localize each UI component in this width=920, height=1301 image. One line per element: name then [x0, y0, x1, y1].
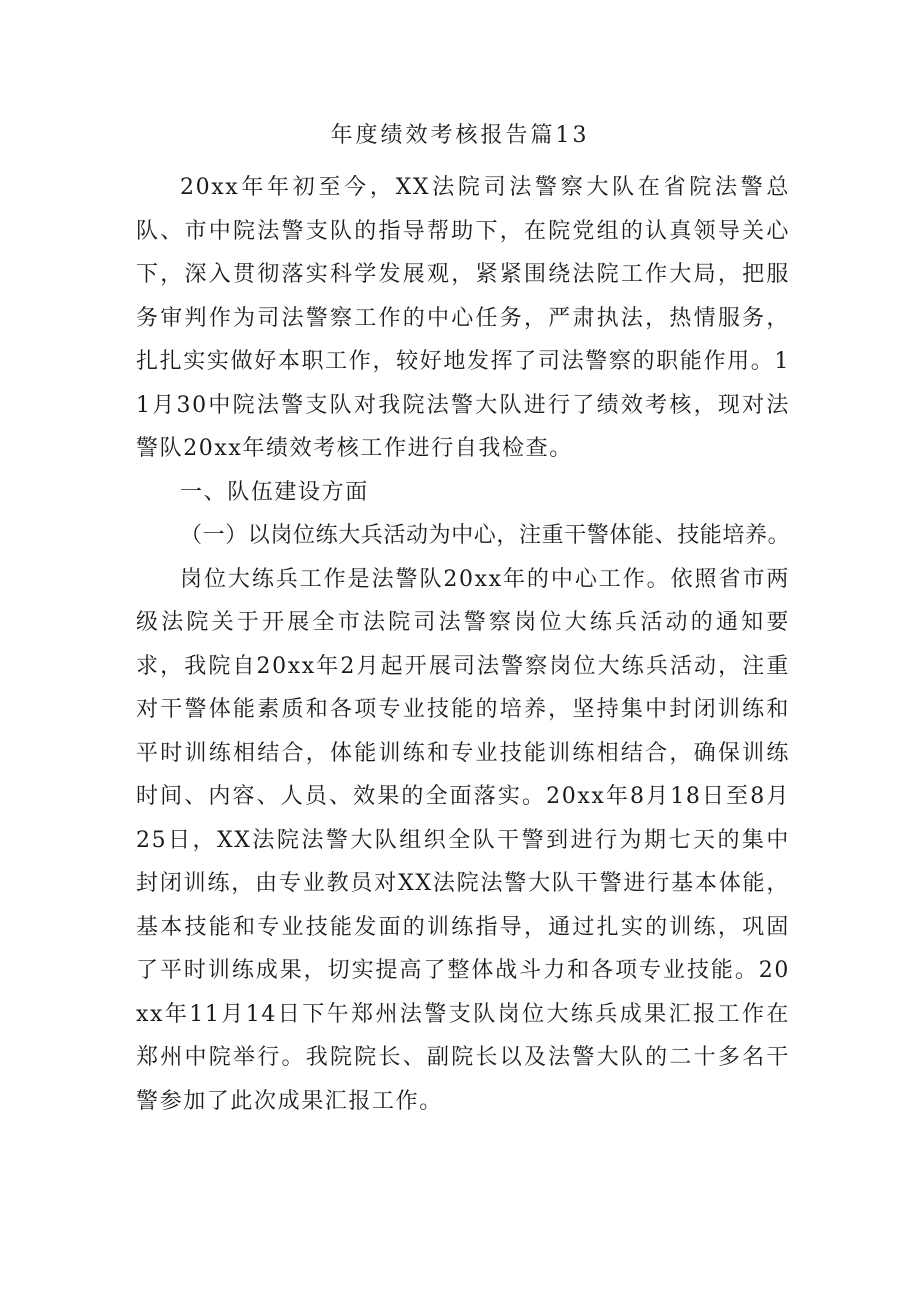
intro-paragraph: 20xx年年初至今，XX法院司法警察大队在省院法警总队、市中院法警支队的指导帮助下，在院党组的认真领导关心下，深入贯彻落实科学发展观，紧紧围绕法院工作大局，把服务审判作为司法警察工作的中心任务，严肃执法，热情服务，扎扎实实做好本职工作，较好地发挥了司法警察的职能作用。11月30中院法警支队对我院法警大队进行了绩效考核，现对法警队20xx年绩效考核工作进行自我检查。	[136, 175, 790, 461]
training-paragraph: 岗位大练兵工作是法警队20xx年的中心工作。依照省市两级法院关于开展全市法院司法警察岗位大练兵活动的通知要求，我院自20xx年2月起开展司法警察岗位大练兵活动，注重对干警体能素质和各项专业技能的培养，坚持集中封闭训练和平时训练相结合，体能训练和专业技能训练相结合，确保训练时间、内容、人员、效果的全面落实。20xx年8月18日至8月25日，XX法院法警大队组织全队干警到进行为期七天的集中封闭训练，由专业教员对XX法院法警大队干警进行基本体能，基本技能和专业技能发面的训练指导，通过扎实的训练，巩固了平时训练成果，切实提高了整体战斗力和各项专业技能。20xx年11月14日下午郑州法警支队岗位大练兵成果汇报工作在郑州中院举行。我院院长、副院长以及法警大队的二十多名干警参加了此次成果汇报工作。	[136, 566, 790, 1114]
document-title: 年度绩效考核报告篇13	[330, 123, 590, 148]
section-heading: 一、队伍建设方面	[180, 479, 369, 505]
document-body	[136, 166, 790, 1123]
subsection-heading: （一）以岗位练大兵活动为中心，注重干警体能、技能培养。	[180, 523, 791, 548]
